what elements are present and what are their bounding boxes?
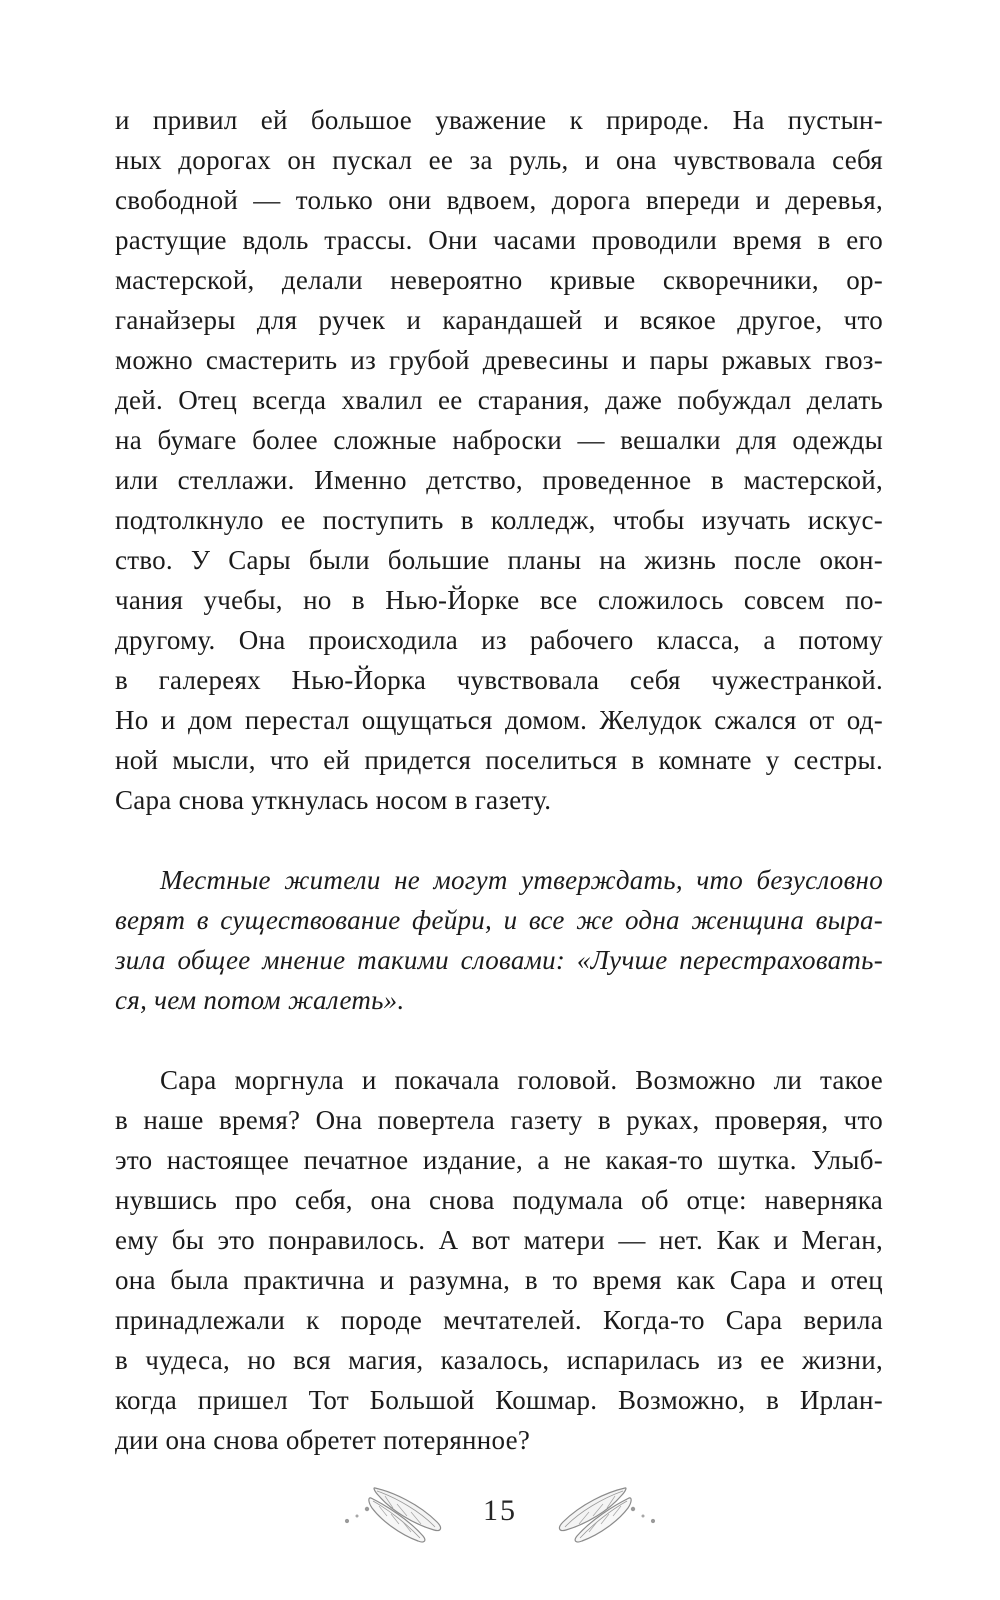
text-line: зила общее мнение такими словами: «Лучше перестраховать- (115, 945, 883, 975)
text-line: чания учебы, но в Нью-Йорке все сложилось совсем по- (115, 585, 883, 615)
text-line: ся, чем потом жалеть». (115, 985, 405, 1015)
text-line: мастерской, делали невероятно кривые скворечники, ор- (115, 265, 883, 295)
text-line: дей. Отец всегда хвалил ее старания, даже побуждал делать (115, 385, 883, 415)
text-line: Сара моргнула и покачала головой. Возможно ли такое (160, 1065, 883, 1095)
paragraph-3 (115, 1060, 883, 1460)
text-line: нувшись про себя, она снова подумала об отце: наверняка (115, 1185, 883, 1215)
text-line: ство. У Сары были большие планы на жизнь после окон- (115, 545, 883, 575)
fairy-wings-left-icon (341, 1482, 461, 1544)
text-line: на бумаге более сложные наброски — вешалки для одежды (115, 425, 883, 455)
text-line: или стеллажи. Именно детство, проведенное в мастерской, (115, 465, 883, 495)
text-line: Сара снова уткнулась носом в газету. (115, 785, 552, 815)
fairy-wings-right-icon (539, 1482, 659, 1544)
page-text (115, 100, 883, 1460)
text-line: Местные жители не могут утверждать, что безусловно (160, 865, 883, 895)
text-line: когда пришел Тот Большой Кошмар. Возможно, в Ирлан- (115, 1385, 883, 1415)
text-line: ганайзеры для ручек и карандашей и всякое другое, что (115, 305, 883, 335)
text-line: верят в существование фейри, и все же одна женщина выра- (115, 905, 883, 935)
text-line: свободной — только они вдвоем, дорога впереди и деревья, (115, 185, 883, 215)
text-line: в наше время? Она повертела газету в руках, проверяя, что (115, 1105, 883, 1135)
text-line: ной мысли, что ей придется поселиться в комнате у сестры. (115, 745, 883, 775)
text-line: ему бы это понравилось. А вот матери — нет. Как и Меган, (115, 1225, 883, 1255)
text-line: Но и дом перестал ощущаться домом. Желудок сжался от од- (115, 705, 883, 735)
text-line: подтолкнуло ее поступить в колледж, чтобы изучать искус- (115, 505, 883, 535)
text-line: растущие вдоль трассы. Они часами проводили время в его (115, 225, 883, 255)
text-line: принадлежали к породе мечтателей. Когда-то Сара верила (115, 1305, 883, 1335)
text-line: в чудеса, но вся магия, казалось, испарилась из ее жизни, (115, 1345, 883, 1375)
text-line: это настоящее печатное издание, а не какая-то шутка. Улыб- (115, 1145, 883, 1175)
text-line: дии она снова обретет потерянное? (115, 1425, 531, 1455)
text-line: в галереях Нью-Йорка чувствовала себя чужестранкой. (115, 665, 883, 695)
text-line: другому. Она происходила из рабочего класса, а потому (115, 625, 883, 655)
page-number: 15 (483, 1494, 517, 1527)
text-line: ных дорогах он пускал ее за руль, и она чувствовала себя (115, 145, 883, 175)
text-line: она была практична и разумна, в то время как Сара и отец (115, 1265, 883, 1295)
paragraph-2 (115, 860, 883, 1020)
paragraph-1 (115, 100, 883, 820)
page-footer (0, 1478, 1000, 1548)
text-line: можно смастерить из грубой древесины и пары ржавых гвоз- (115, 345, 883, 375)
text-line: и привил ей большое уважение к природе. На пустын- (115, 105, 883, 135)
